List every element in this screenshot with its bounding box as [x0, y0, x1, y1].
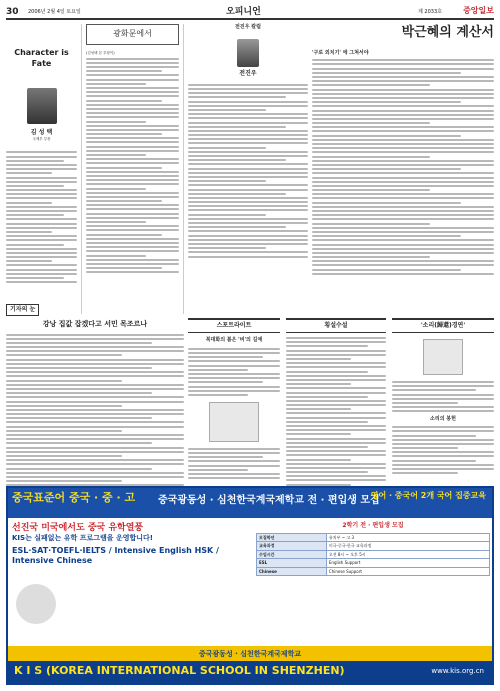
- sound-illustration: [423, 339, 463, 375]
- cartoon-illustration: [209, 402, 259, 442]
- headline-box: [86, 24, 179, 45]
- ad-strip: 중국광동성 · 심천한국계국제학교: [8, 646, 492, 662]
- reporter-column: [6, 304, 184, 482]
- issue-date: 2006년 2월 4일 토요일: [28, 9, 81, 15]
- author-role: 국제부 부장: [32, 136, 51, 141]
- sound-body: [392, 381, 494, 412]
- columnist-name: 전진우: [239, 69, 257, 77]
- reporter-tag: 기자의 눈: [6, 304, 39, 316]
- headline-title: 광화문에서: [113, 29, 152, 38]
- ad-table-header: 2학기 전 · 편입생 모집: [342, 522, 404, 529]
- page-number: 30: [6, 7, 19, 17]
- table-row: ESL English Support: [257, 559, 490, 567]
- column-label: 전진우 칼럼: [235, 24, 261, 30]
- section-title: 오피니언: [226, 7, 261, 17]
- spotlight-body-2: [188, 448, 280, 479]
- article-body: [312, 59, 494, 275]
- school-advertisement: [6, 486, 494, 685]
- spotlight-title: 스포트라이트: [188, 318, 280, 333]
- ad-banner-text: 중국광동성 · 심천한국계국제학교 전 · 편입생 모집: [158, 495, 380, 506]
- ad-header: [8, 488, 492, 518]
- issue-number: 제 2033호: [418, 9, 442, 15]
- table-row: 모집학년 유치부 ~ 고 3: [257, 534, 490, 542]
- article-a: [86, 24, 184, 314]
- table-row: Chinese Chinese Support: [257, 567, 490, 575]
- left-column: [6, 24, 82, 314]
- author-name: 김 성 택: [30, 128, 53, 136]
- columnist-photo: [237, 39, 259, 67]
- column-c: [312, 24, 494, 314]
- ad-info-table: [256, 522, 490, 642]
- spotlight-headline: 북대화의 봄은 '비'의 길에: [205, 337, 263, 344]
- ad-footer: [8, 661, 492, 683]
- ad-headline: 선진국 미국에서도 중국 유학열풍: [12, 523, 144, 533]
- ad-subheadline: KIS는 실패없는 유학 프로그램을 운영합니다!: [12, 534, 153, 543]
- byline: (김성택 본 부장이): [86, 50, 115, 55]
- gossip-box: [286, 318, 386, 470]
- admission-table: [256, 533, 490, 576]
- ad-website-link[interactable]: www.kis.org.cn: [431, 667, 484, 675]
- article-body: [86, 58, 179, 274]
- ad-main-copy: [12, 522, 248, 642]
- reporter-headline: 강낭 집값 잡겠다고 서민 목조르나: [42, 320, 148, 329]
- author-photo: [27, 88, 57, 124]
- column-title: Character is Fate: [14, 48, 69, 68]
- newspaper-logo: 중앙일보: [463, 6, 494, 15]
- column-b: [188, 24, 308, 314]
- column-subtitle: '구로 외치기' 에 그쳐서야: [312, 49, 369, 56]
- ad-programs: ESL·SAT·TOEFL·IELTS / Intensive English HSK / Intensive Chinese: [12, 545, 219, 566]
- article-body: [6, 151, 77, 283]
- page-header: [6, 6, 494, 20]
- sound-box: [392, 318, 494, 470]
- table-row: 수업시간 오전 8시 ~ 오후 5시: [257, 550, 490, 558]
- gossip-body: [286, 337, 386, 486]
- sound-title: '소리(歸還)경연': [392, 318, 494, 333]
- ad-school-name: 중국표준어 중국 · 중 · 고: [12, 491, 136, 504]
- gossip-title: 횡설수설: [286, 318, 386, 333]
- school-crest-logo: [16, 584, 56, 624]
- spotlight-body: [188, 348, 280, 396]
- table-row: 교육과정 미국·중국·한국 교육과정: [257, 542, 490, 550]
- spotlight-box: [188, 318, 280, 470]
- article-body: [188, 84, 308, 258]
- ad-slogan: 영어 · 중국어 2개 국어 집중교육: [370, 491, 486, 500]
- column-title: 박근혜의 계산서: [401, 25, 494, 40]
- ad-footer-school: K I S (KOREA INTERNATIONAL SCHOOL IN SHENZHEN): [14, 664, 345, 677]
- sound-body-2: [392, 426, 494, 474]
- sound-subtitle: 소리의 봉헌: [430, 416, 456, 423]
